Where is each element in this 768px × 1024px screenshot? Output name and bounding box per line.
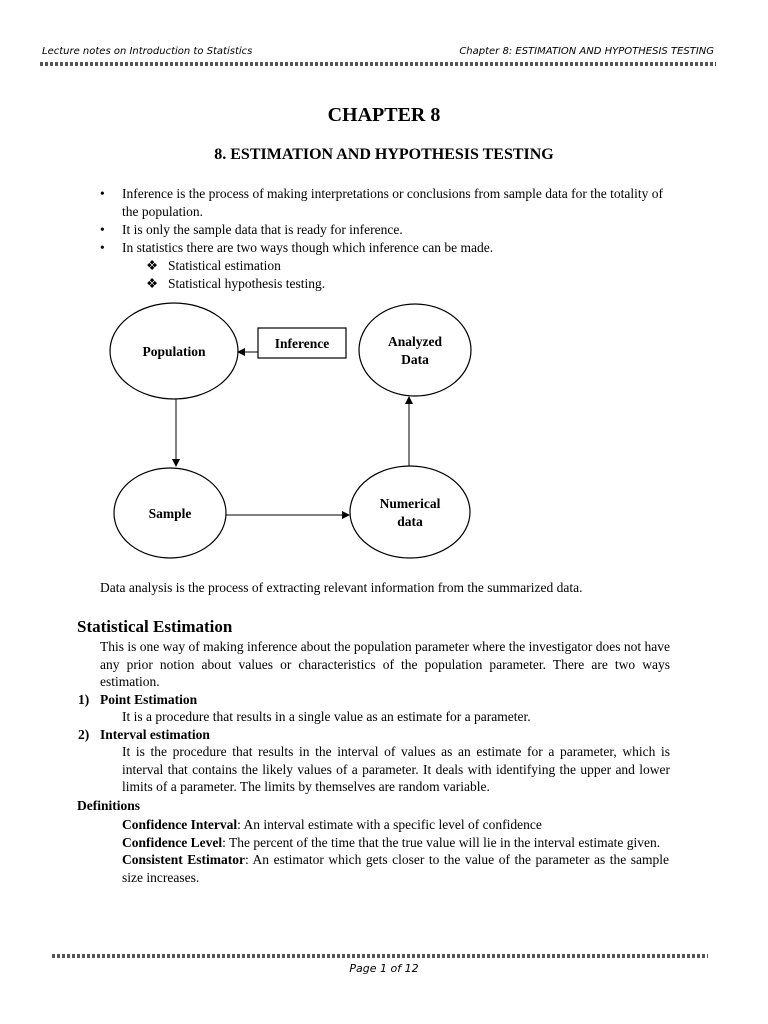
point-estimation-text: It is a procedure that results in a single value as an estimate for a parameter. <box>122 709 531 724</box>
definitions-list <box>122 816 669 886</box>
numerical-label-2: data <box>397 514 423 529</box>
header-right: Chapter 8: ESTIMATION AND HYPOTHESIS TESTING <box>459 46 714 57</box>
numerical-label-1: Numerical <box>379 496 441 511</box>
definition-item: Consistent Estimator: An estimator which gets closer to the value of the parameter as the sample size increases. <box>122 852 669 885</box>
inference-label: Inference <box>274 336 330 351</box>
bullet-dot-icon: • <box>100 240 105 255</box>
page-number: Page 1 of 12 <box>349 962 419 975</box>
analyzed-label-1: Analyzed <box>388 334 442 349</box>
bullet-dot-icon: • <box>100 222 105 237</box>
analyzed-label-2: Data <box>401 352 429 367</box>
analyzed-data-node <box>359 304 471 396</box>
bullet-item: • It is only the sample data that is ready for inference. <box>100 222 403 237</box>
definitions-title: Definitions <box>77 798 141 813</box>
chapter-title: CHAPTER 8 <box>327 104 441 126</box>
header-left: Lecture notes on Introduction to Statistics <box>42 46 253 57</box>
analysis-paragraph: Data analysis is the process of extracting relevant information from the summarized data. <box>100 580 583 595</box>
diamond-bullet-icon: ❖ <box>146 258 159 273</box>
bullet-item: • Inference is the process of making interpretations or conclusions from sample data for the totality of the population. <box>100 186 663 219</box>
bullet-item: • In statistics there are two ways though which inference can be made. <box>100 240 494 255</box>
section-title: Statistical Estimation <box>77 617 233 636</box>
running-header <box>42 46 714 60</box>
diamond-bullet-icon: ❖ <box>146 276 159 291</box>
population-label: Population <box>142 344 206 359</box>
intro-paragraph: This is one way of making inference about the population parameter where the investigator does not have any prior notion about values or characteristics of the population parameter. There are two ways estimation. <box>100 639 670 689</box>
numerical-data-node <box>350 466 470 558</box>
interval-estimation-heading: 2) Interval estimation <box>78 726 210 742</box>
definition-item: Confidence Level: The percent of the time that the true value will lie in the interval estimate given. <box>122 834 661 850</box>
definition-item: Confidence Interval: An interval estimate with a specific level of confidence <box>122 817 542 832</box>
bullet-dot-icon: • <box>100 186 105 201</box>
footer-rule <box>52 954 708 958</box>
point-estimation-heading: 1) Point Estimation <box>78 691 198 707</box>
inference-diagram <box>100 300 500 585</box>
sub-bullet-item: ❖ Statistical hypothesis testing. <box>146 276 326 291</box>
intro-bullets <box>100 185 670 293</box>
header-rule <box>40 62 716 66</box>
interval-estimation-text: It is the procedure that results in the interval of values as an estimate for a parameter, which is interval that contains the likely values of a parameter. It deals with identifying the upper and lower limits of a parameter. The limits by themselves are random variable. <box>122 744 670 794</box>
sample-label: Sample <box>148 506 192 521</box>
sub-bullet-item: ❖ Statistical estimation <box>146 258 281 273</box>
chapter-subtitle: 8. ESTIMATION AND HYPOTHESIS TESTING <box>214 146 554 163</box>
estimation-body <box>78 638 670 796</box>
